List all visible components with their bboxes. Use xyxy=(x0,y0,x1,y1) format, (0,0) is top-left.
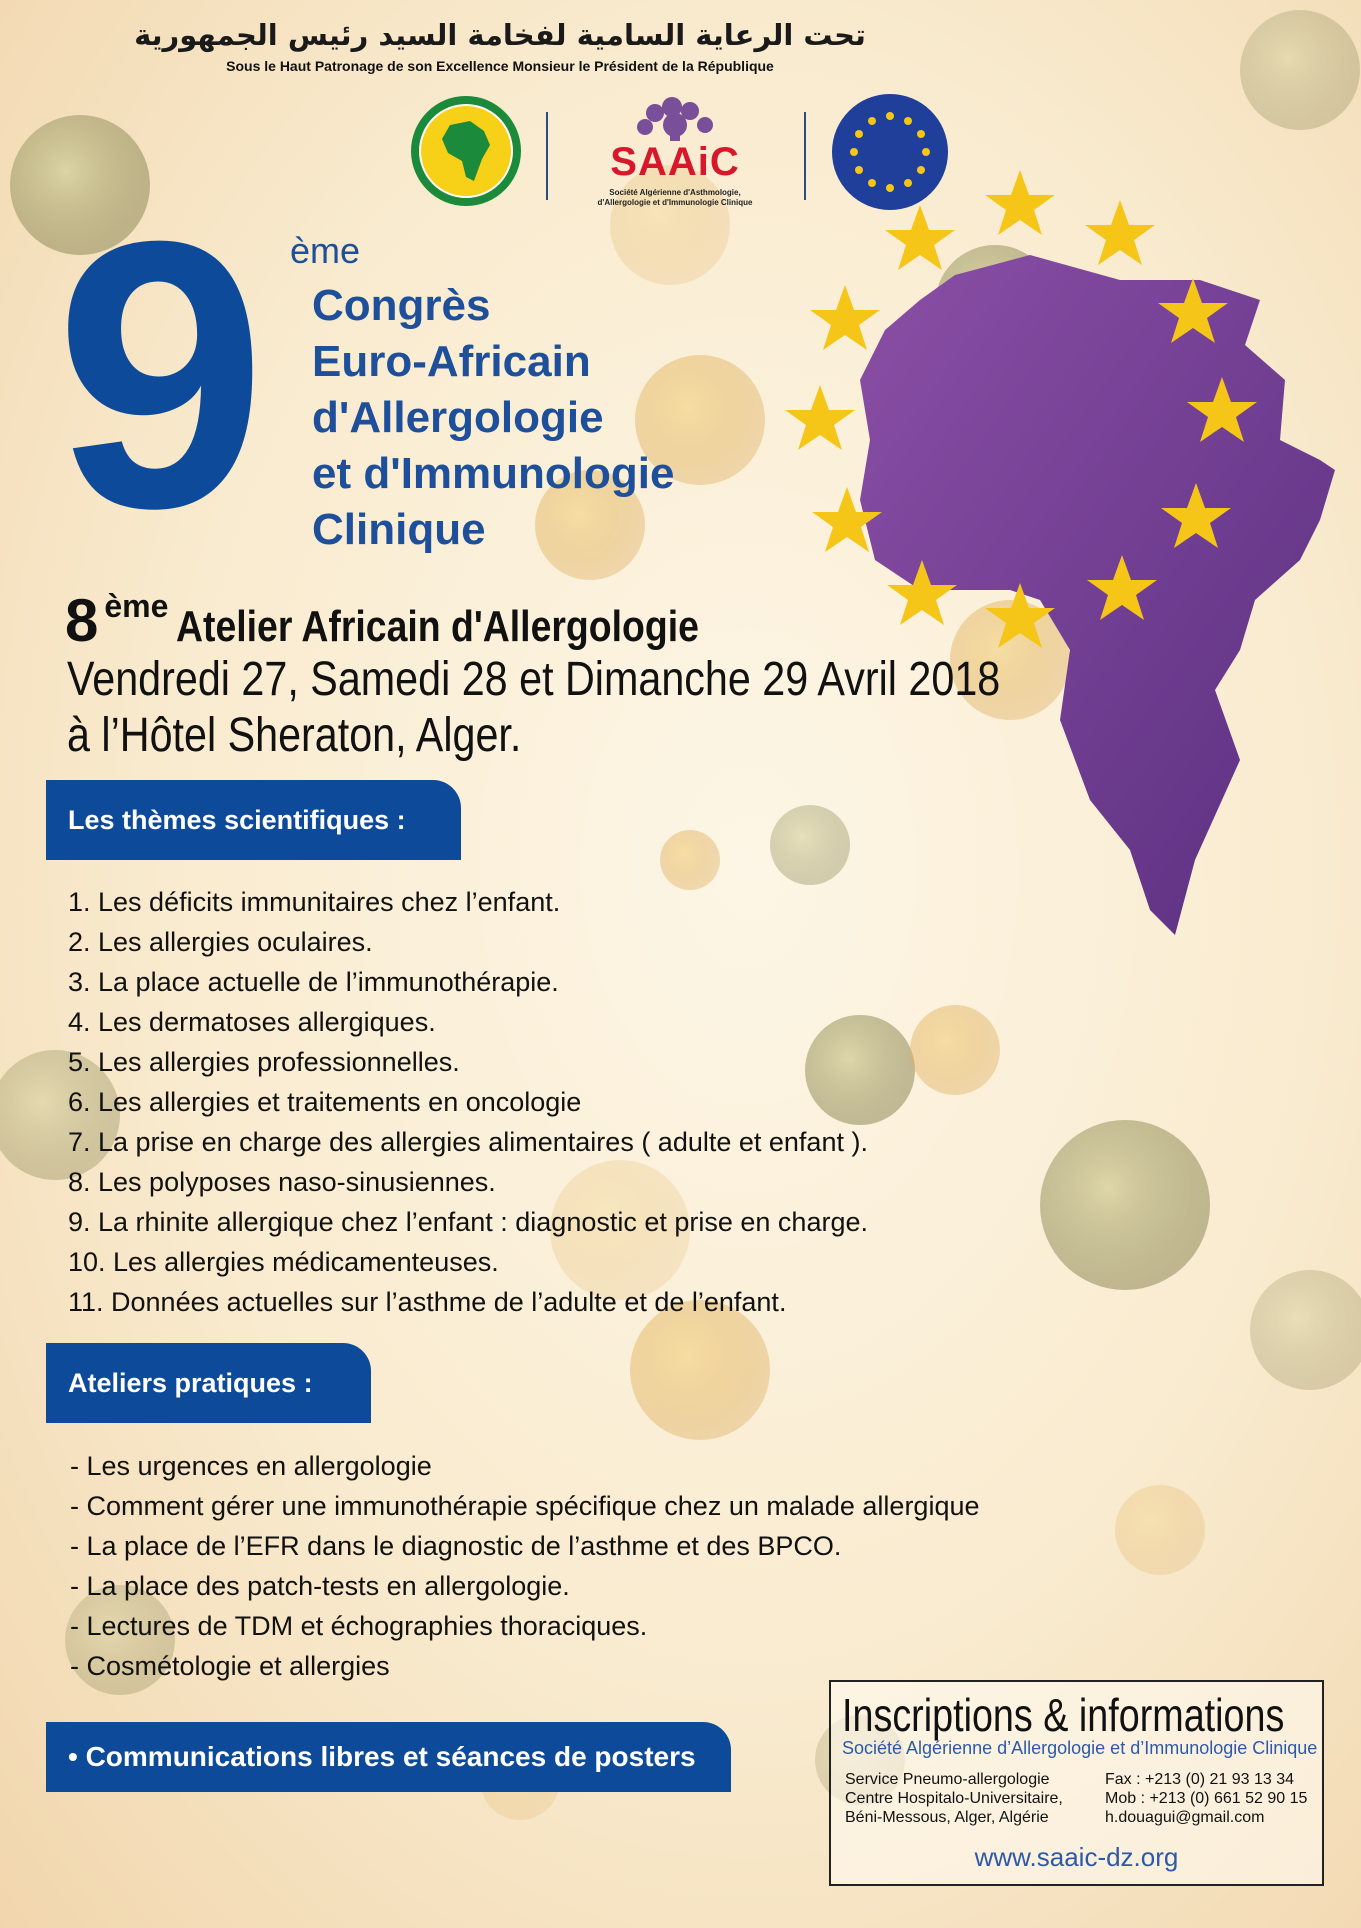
list-item: - Cosmétologie et allergies xyxy=(70,1651,390,1681)
info-contacts xyxy=(1105,1770,1307,1827)
website-link[interactable]: www.saaic-dz.org xyxy=(974,1842,1179,1872)
list-item: - Les urgences en allergologie xyxy=(70,1451,432,1481)
list-item: 7. La prise en charge des allergies alimentaires ( adulte et enfant ). xyxy=(68,1127,868,1157)
event-dates: Vendredi 27, Samedi 28 et Dimanche 29 Avril 2018 xyxy=(67,653,1001,706)
themes-list xyxy=(68,882,868,1322)
list-item: 8. Les polyposes naso-sinusiennes. xyxy=(68,1167,496,1197)
ateliers-list xyxy=(70,1446,980,1686)
atelier-title: Atelier Africain d'Allergologie xyxy=(176,602,700,651)
list-item: 3. La place actuelle de l’immunothérapie. xyxy=(68,967,559,997)
info-society: Société Algérienne d’Allergologie et d’Immunologie Clinique xyxy=(842,1738,1318,1758)
patronage-text: Sous le Haut Patronage de son Excellence Monsieur le Président de la République xyxy=(226,58,774,74)
list-item: 11. Données actuelles sur l’asthme de l’adulte et de l’enfant. xyxy=(68,1287,787,1317)
list-item: 10. Les allergies médicamenteuses. xyxy=(68,1247,499,1277)
mobile-number: Mob : +213 (0) 661 52 90 15 xyxy=(1105,1790,1308,1807)
african-union-logo xyxy=(410,95,522,207)
list-item: - Lectures de TDM et échographies thoraciques. xyxy=(70,1611,648,1641)
event-venue: à l’Hôtel Sheraton, Alger. xyxy=(67,709,522,762)
list-item: 6. Les allergies et traitements en oncologie xyxy=(68,1087,582,1117)
congress-number: 9 xyxy=(55,162,259,587)
congress-title: Congrès Euro-Africain d'Allergologie et d'Immunologie Clinique xyxy=(312,281,675,554)
arabic-patronage: تحت الرعاية السامية لفخامة السيد رئيس الجمهورية xyxy=(134,18,866,52)
ateliers-heading: Ateliers pratiques : xyxy=(46,1343,371,1423)
congress-number-suffix: ème xyxy=(290,230,361,271)
list-item: 4. Les dermatoses allergiques. xyxy=(68,1007,436,1037)
themes-heading: Les thèmes scientifiques : xyxy=(46,780,461,860)
logo-divider xyxy=(546,112,548,200)
email-link[interactable]: h.douagui@gmail.com xyxy=(1105,1809,1265,1826)
saaic-logo-subtitle: Société Algérienne d'Asthmologie, d'Allergologie et d'Immunologie Clinique xyxy=(597,188,753,207)
list-item: 2. Les allergies oculaires. xyxy=(68,927,373,957)
list-item: - Comment gérer une immunothérapie spécifique chez un malade allergique xyxy=(70,1491,980,1521)
list-item: - La place de l’EFR dans le diagnostic de l’asthme et des BPCO. xyxy=(70,1531,842,1561)
saaic-logo-text: SAAiC xyxy=(610,140,740,184)
info-address: Service Pneumo-allergologie Centre Hospitalo-Universitaire, Béni-Messous, Alger, Algérie xyxy=(845,1771,1063,1826)
list-item: 1. Les déficits immunitaires chez l’enfant. xyxy=(68,887,561,917)
communications-banner: • Communications libres et séances de posters xyxy=(46,1722,731,1792)
list-item: 9. La rhinite allergique chez l’enfant : diagnostic et prise en charge. xyxy=(68,1207,868,1237)
atelier-number-suffix: ème xyxy=(104,588,169,624)
fax-number: Fax : +213 (0) 21 93 13 34 xyxy=(1105,1771,1295,1788)
logo-divider xyxy=(804,112,806,200)
atelier-heading xyxy=(65,586,792,655)
list-item: - La place des patch-tests en allergologie. xyxy=(70,1571,570,1601)
eu-flag-logo xyxy=(830,92,950,212)
list-item: 5. Les allergies professionnelles. xyxy=(68,1047,460,1077)
info-title: Inscriptions & informations xyxy=(842,1689,1285,1741)
atelier-number: 8 xyxy=(65,587,99,654)
